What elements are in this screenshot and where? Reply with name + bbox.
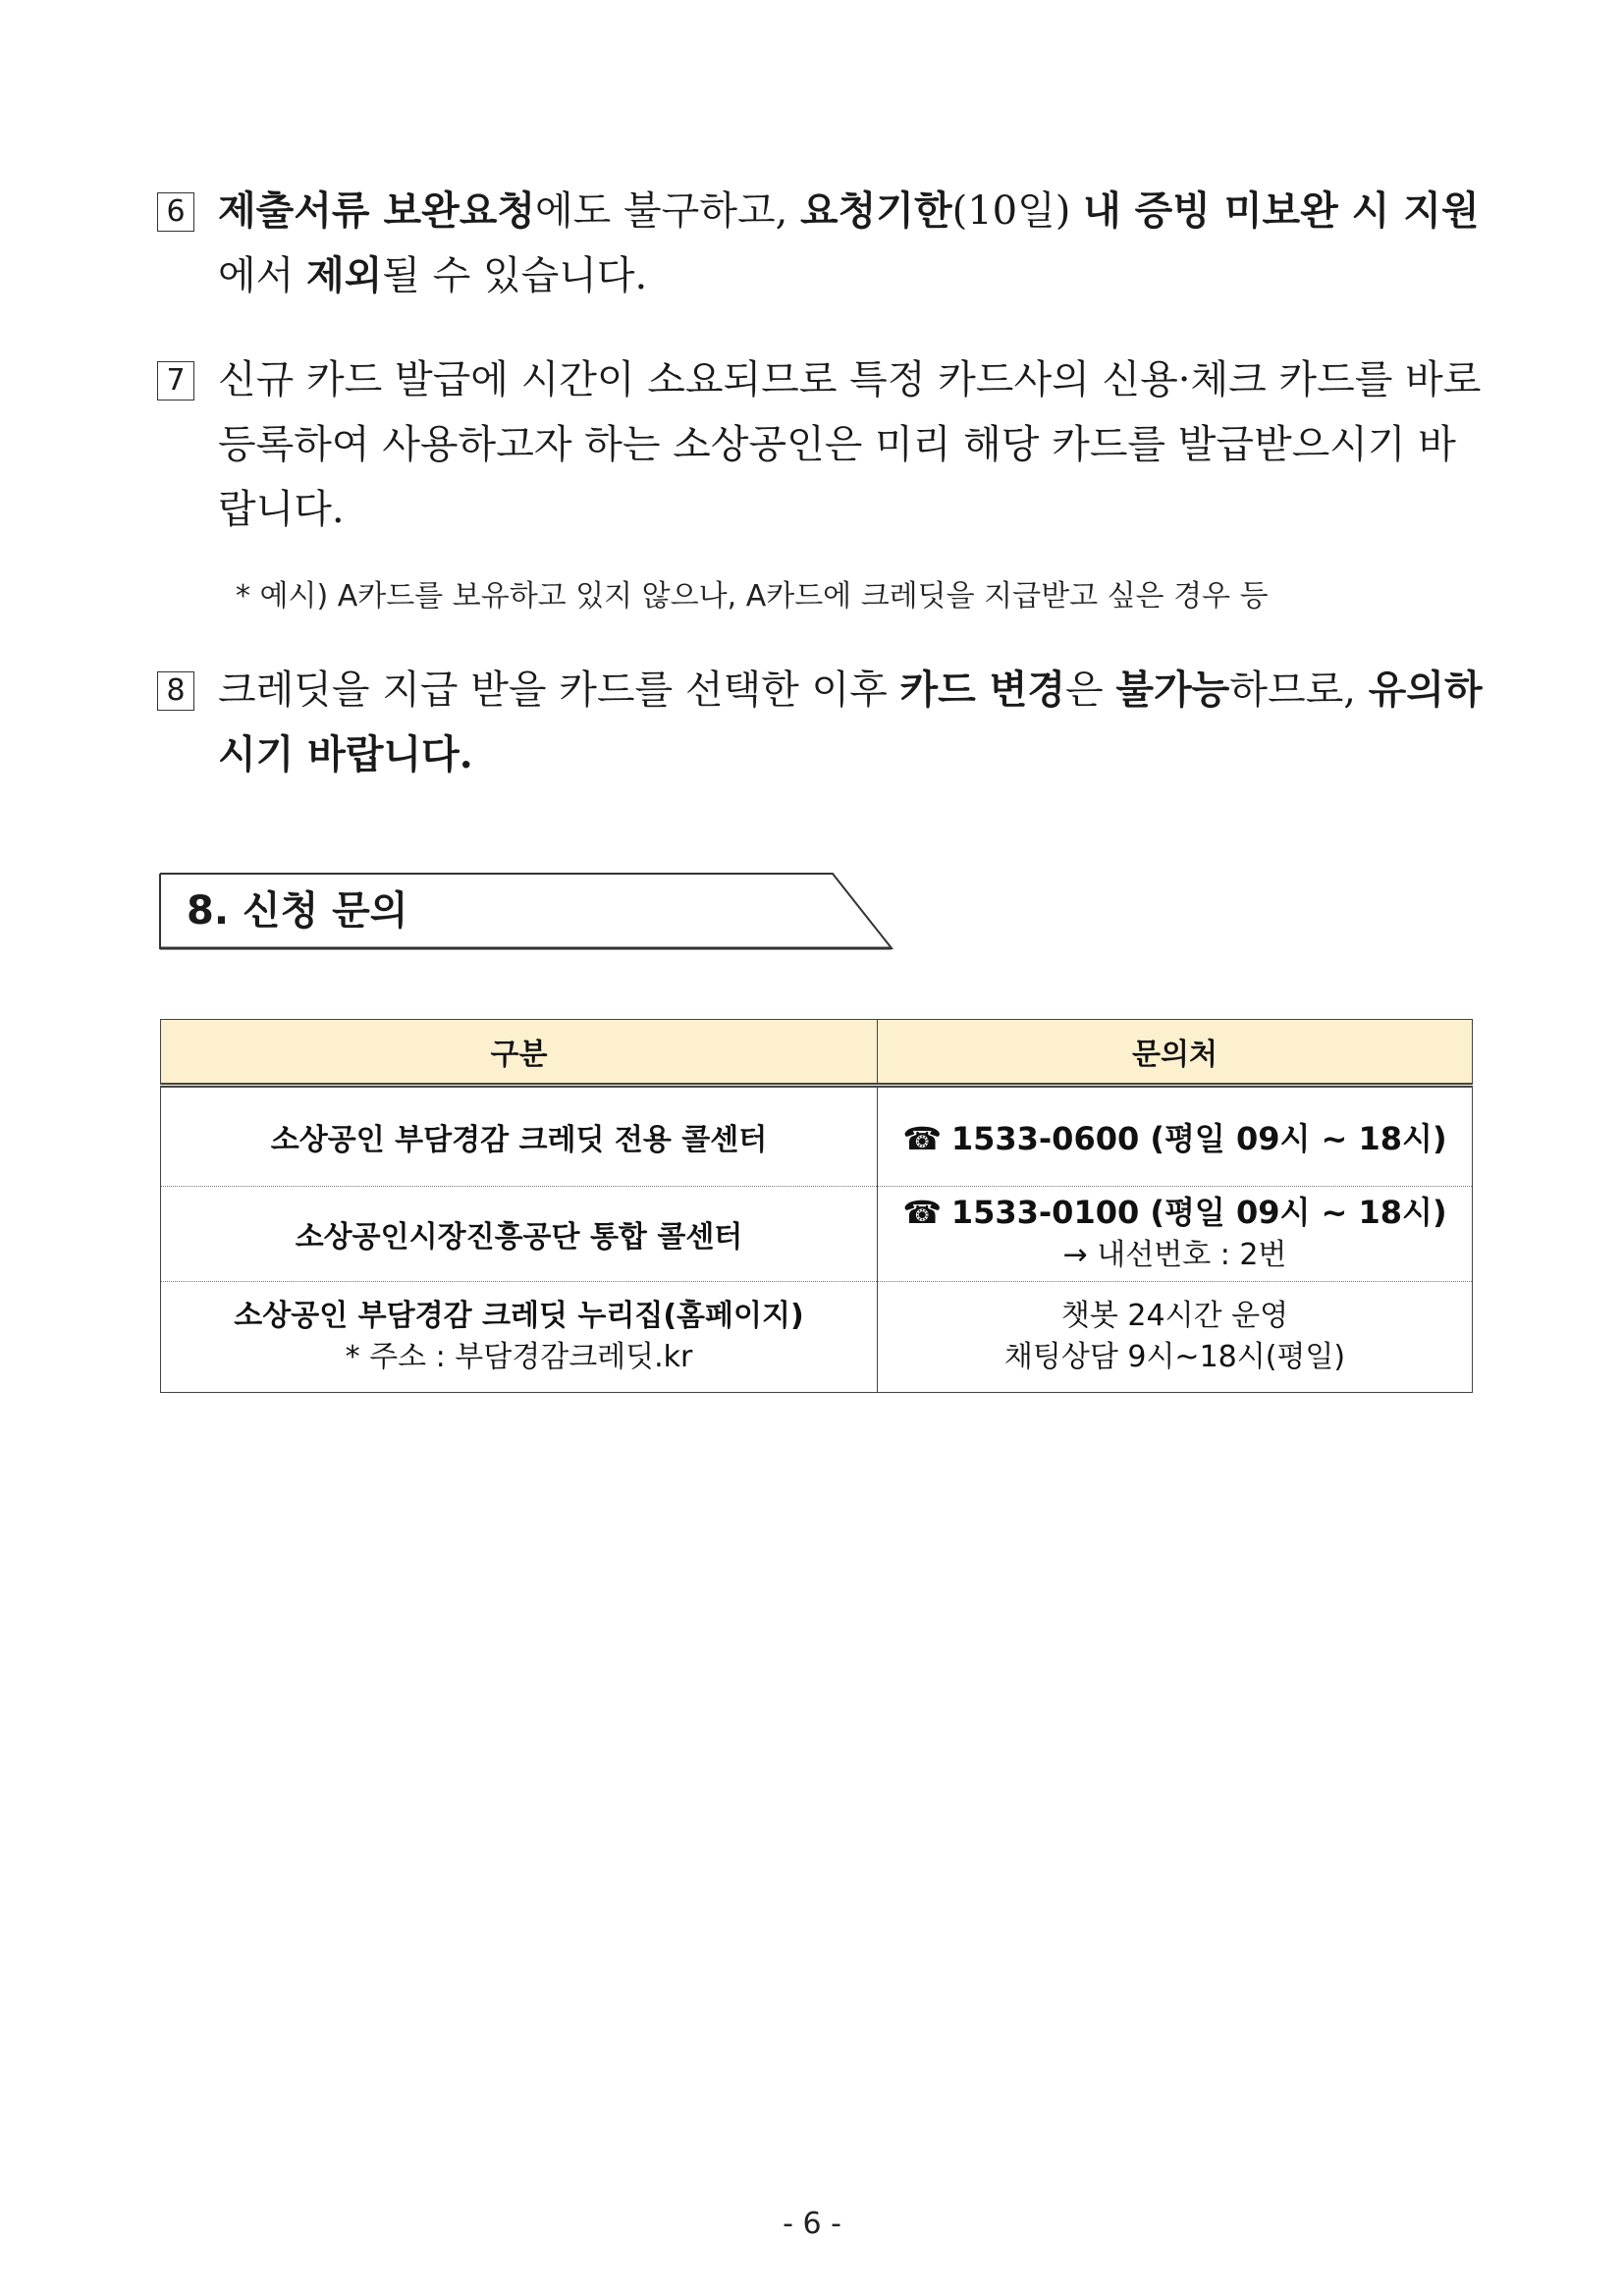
emphasis-text: 요청기한 [800, 187, 952, 234]
emphasis-text: 제출서류 보완요청 [218, 187, 536, 234]
homepage-name: 소상공인 부담경감 크레딧 누리집(홈페이지) [234, 1299, 804, 1333]
item-text [218, 347, 1492, 542]
emphasis-text: 유의하시기 바랍니다. [218, 667, 1483, 777]
table-row [161, 1086, 1473, 1187]
chatbot-hours: 챗봇 24시간 운영 [1060, 1299, 1289, 1333]
row-contact [878, 1086, 1473, 1187]
homepage-address: * 주소 : 부담경감크레딧.kr [345, 1340, 693, 1374]
text-run: 크레딧을 지급 받을 카드를 선택한 이후 [218, 667, 900, 713]
row-category [161, 1282, 878, 1393]
section-heading [159, 872, 893, 950]
phone-icon: ☎ [902, 1120, 943, 1157]
header-category: 구분 [161, 1020, 878, 1086]
table-row [161, 1282, 1473, 1393]
phone-number: 1533-0600 (평일 09시 ~ 18시) [950, 1120, 1447, 1157]
item-6 [157, 179, 1492, 308]
text-run: (10일) [951, 188, 1084, 234]
row-category: 소상공인시장진흥공단 통합 콜센터 [161, 1187, 878, 1282]
inquiry-table [160, 1019, 1473, 1393]
text-run: 에도 불구하고, [535, 188, 801, 234]
text-run: 하므로, [1229, 667, 1369, 713]
text-run: 은 [1065, 667, 1116, 713]
emphasis-text: 카드 변경 [899, 667, 1066, 713]
example-note: * 예시) A카드를 보유하고 있지 않으나, A카드에 크레딧을 지급받고 싶은 경우 등 [236, 579, 1269, 614]
extension-number: → 내선번호 : 2번 [1062, 1238, 1287, 1272]
row-category: 소상공인 부담경감 크레딧 전용 콜센터 [161, 1086, 878, 1187]
item-number-box: 8 [157, 671, 194, 711]
text-run: 신규 카드 발급에 시간이 소요되므로 특정 카드사의 신용·체크 카드를 바로 등록하여 사용하고자 하는 소상공인은 미리 해당 카드를 발급받으시기 바랍니다. [218, 357, 1482, 532]
emphasis-text: 내 증빙 미보완 시 지원 [1083, 187, 1480, 234]
text-run: 될 수 있습니다. [382, 253, 648, 298]
chat-consult-hours: 채팅상담 9시~18시(평일) [1003, 1340, 1346, 1374]
row-contact [878, 1187, 1473, 1282]
text-run: 에서 [218, 253, 306, 298]
header-contact: 문의처 [878, 1020, 1473, 1086]
item-number-box: 6 [157, 192, 194, 232]
item-8 [157, 658, 1492, 787]
item-number-box: 7 [157, 361, 194, 400]
item-7 [157, 347, 1492, 542]
item-text [218, 658, 1492, 787]
phone-number: 1533-0100 (평일 09시 ~ 18시) [950, 1194, 1447, 1231]
row-contact [878, 1282, 1473, 1393]
item-text [218, 179, 1492, 308]
section-title: 8. 신청 문의 [187, 888, 408, 934]
emphasis-text: 제외 [306, 252, 383, 298]
table-row [161, 1187, 1473, 1282]
emphasis-text: 불가능 [1115, 667, 1230, 713]
phone-icon: ☎ [902, 1194, 943, 1231]
page-number: - 6 - [783, 2207, 841, 2241]
